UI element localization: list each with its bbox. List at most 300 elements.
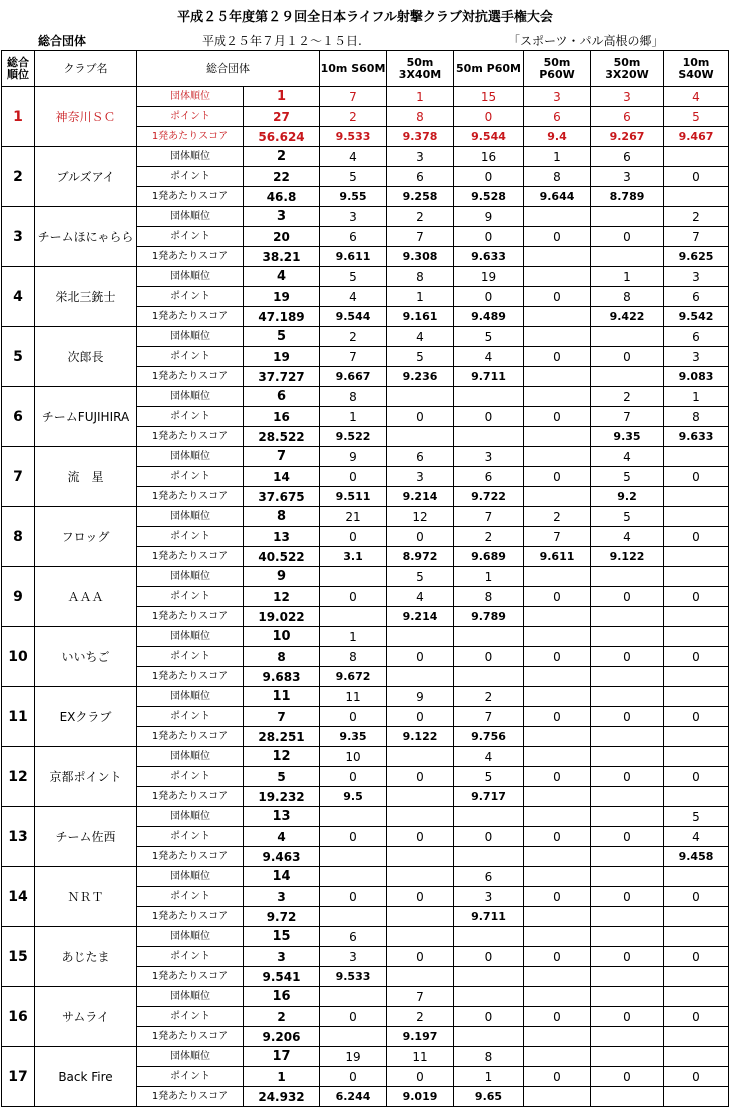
header-club: クラブ名 <box>35 51 137 87</box>
event-value-6 <box>664 567 729 587</box>
row-label: 団体順位 <box>137 387 244 407</box>
team-rank-row <box>2 147 729 167</box>
event-value-5 <box>591 1087 664 1107</box>
club-name: チームほにゃらら <box>35 207 137 267</box>
event-value-3: 1 <box>454 567 524 587</box>
row-label: ポイント <box>137 707 244 727</box>
event-value-3: 0 <box>454 287 524 307</box>
overall-value: 28.251 <box>244 727 320 747</box>
event-value-1: 0 <box>320 1067 387 1087</box>
event-value-5 <box>591 747 664 767</box>
event-value-6: 0 <box>664 587 729 607</box>
event-value-1: 2 <box>320 107 387 127</box>
event-value-4 <box>524 427 591 447</box>
overall-value: 47.189 <box>244 307 320 327</box>
event-value-4: 0 <box>524 407 591 427</box>
event-value-4 <box>524 207 591 227</box>
event-value-2: 1 <box>387 87 454 107</box>
event-value-4 <box>524 807 591 827</box>
event-value-3: 1 <box>454 1067 524 1087</box>
event-value-5: 8.789 <box>591 187 664 207</box>
event-value-3: 9.717 <box>454 787 524 807</box>
event-value-5: 0 <box>591 347 664 367</box>
event-value-6: 0 <box>664 767 729 787</box>
event-value-2: 0 <box>387 647 454 667</box>
event-value-5: 5 <box>591 467 664 487</box>
row-label: 団体順位 <box>137 267 244 287</box>
overall-value: 4 <box>244 267 320 287</box>
event-value-1: 2 <box>320 327 387 347</box>
row-label: ポイント <box>137 767 244 787</box>
event-value-6 <box>664 547 729 567</box>
event-value-4 <box>524 487 591 507</box>
event-value-6: 9.625 <box>664 247 729 267</box>
overall-value: 12 <box>244 587 320 607</box>
event-value-3 <box>454 667 524 687</box>
event-value-6: 9.633 <box>664 427 729 447</box>
team-rank-row <box>2 747 729 767</box>
event-value-1: 9.544 <box>320 307 387 327</box>
event-value-6 <box>664 927 729 947</box>
event-value-2: 9.019 <box>387 1087 454 1107</box>
row-label: ポイント <box>137 227 244 247</box>
row-label: ポイント <box>137 887 244 907</box>
event-value-6 <box>664 1087 729 1107</box>
team-rank-row <box>2 807 729 827</box>
overall-rank: 8 <box>2 507 35 567</box>
event-value-4: 0 <box>524 347 591 367</box>
event-value-1: 9.522 <box>320 427 387 447</box>
event-value-5: 0 <box>591 227 664 247</box>
event-value-6: 5 <box>664 807 729 827</box>
overall-value: 28.522 <box>244 427 320 447</box>
event-value-4: 1 <box>524 147 591 167</box>
event-value-2: 3 <box>387 147 454 167</box>
club-name: EXクラブ <box>35 687 137 747</box>
row-label: 団体順位 <box>137 807 244 827</box>
row-label: 団体順位 <box>137 147 244 167</box>
event-value-5 <box>591 667 664 687</box>
event-value-6 <box>664 147 729 167</box>
event-value-5 <box>591 847 664 867</box>
event-value-1: 0 <box>320 527 387 547</box>
row-label: ポイント <box>137 527 244 547</box>
event-value-1: 9.5 <box>320 787 387 807</box>
header-event-3: 50m P60M <box>454 51 524 87</box>
event-value-6: 3 <box>664 347 729 367</box>
overall-rank: 10 <box>2 627 35 687</box>
row-label: 団体順位 <box>137 987 244 1007</box>
event-value-4: 0 <box>524 587 591 607</box>
event-value-3: 0 <box>454 107 524 127</box>
event-value-3: 19 <box>454 267 524 287</box>
row-label: 1発あたりスコア <box>137 427 244 447</box>
event-value-2: 0 <box>387 407 454 427</box>
event-value-4: 0 <box>524 947 591 967</box>
event-value-2: 4 <box>387 587 454 607</box>
event-value-5 <box>591 987 664 1007</box>
overall-value: 1 <box>244 1067 320 1087</box>
event-value-2: 2 <box>387 1007 454 1027</box>
event-value-2: 0 <box>387 707 454 727</box>
event-value-3: 0 <box>454 167 524 187</box>
event-value-2: 1 <box>387 287 454 307</box>
overall-value: 17 <box>244 1047 320 1067</box>
event-value-5: 0 <box>591 767 664 787</box>
event-value-4: 0 <box>524 707 591 727</box>
event-value-5: 2 <box>591 387 664 407</box>
event-value-4: 9.644 <box>524 187 591 207</box>
club-name: 京都ポイント <box>35 747 137 807</box>
event-value-6 <box>664 607 729 627</box>
event-value-6: 9.467 <box>664 127 729 147</box>
overall-value: 14 <box>244 867 320 887</box>
event-value-4 <box>524 847 591 867</box>
event-value-3 <box>454 1027 524 1047</box>
event-value-1: 0 <box>320 887 387 907</box>
event-value-1: 5 <box>320 267 387 287</box>
row-label: ポイント <box>137 107 244 127</box>
row-label: 1発あたりスコア <box>137 1027 244 1047</box>
team-rank-row <box>2 207 729 227</box>
event-value-2 <box>387 787 454 807</box>
event-value-5: 6 <box>591 147 664 167</box>
event-value-6 <box>664 1027 729 1047</box>
event-value-1: 8 <box>320 387 387 407</box>
event-value-3 <box>454 627 524 647</box>
team-rank-row <box>2 447 729 467</box>
event-value-3 <box>454 927 524 947</box>
event-value-3: 9.489 <box>454 307 524 327</box>
event-value-5 <box>591 207 664 227</box>
event-value-2 <box>387 927 454 947</box>
overall-value: 12 <box>244 747 320 767</box>
event-value-2: 9.308 <box>387 247 454 267</box>
event-value-3: 8 <box>454 587 524 607</box>
row-label: ポイント <box>137 947 244 967</box>
event-value-3 <box>454 987 524 1007</box>
event-value-4: 0 <box>524 1067 591 1087</box>
event-value-6: 0 <box>664 887 729 907</box>
event-value-1: 9.533 <box>320 967 387 987</box>
event-value-1 <box>320 867 387 887</box>
event-value-3: 0 <box>454 647 524 667</box>
event-value-1 <box>320 987 387 1007</box>
event-value-4 <box>524 387 591 407</box>
event-value-4 <box>524 447 591 467</box>
row-label: 1発あたりスコア <box>137 847 244 867</box>
overall-value: 7 <box>244 707 320 727</box>
overall-rank: 11 <box>2 687 35 747</box>
event-value-3: 4 <box>454 747 524 767</box>
club-name: ＡＡＡ <box>35 567 137 627</box>
event-value-6: 5 <box>664 107 729 127</box>
overall-value: 9.72 <box>244 907 320 927</box>
event-value-5: 9.422 <box>591 307 664 327</box>
event-value-5: 9.35 <box>591 427 664 447</box>
event-value-6: 0 <box>664 1067 729 1087</box>
overall-rank: 12 <box>2 747 35 807</box>
event-value-1: 0 <box>320 767 387 787</box>
overall-rank: 7 <box>2 447 35 507</box>
event-value-5: 0 <box>591 647 664 667</box>
row-label: 団体順位 <box>137 1047 244 1067</box>
event-value-3: 15 <box>454 87 524 107</box>
row-label: 1発あたりスコア <box>137 607 244 627</box>
event-value-5: 4 <box>591 447 664 467</box>
event-value-2: 8 <box>387 107 454 127</box>
overall-rank: 9 <box>2 567 35 627</box>
team-rank-row <box>2 327 729 347</box>
event-value-2: 3 <box>387 467 454 487</box>
event-value-5: 3 <box>591 87 664 107</box>
event-value-5: 9.267 <box>591 127 664 147</box>
event-value-1: 9.55 <box>320 187 387 207</box>
event-value-3: 0 <box>454 827 524 847</box>
event-value-3: 9.722 <box>454 487 524 507</box>
overall-rank: 5 <box>2 327 35 387</box>
event-value-4: 0 <box>524 467 591 487</box>
header-event-4: 50m P60W <box>524 51 591 87</box>
overall-value: 11 <box>244 687 320 707</box>
event-value-6: 0 <box>664 527 729 547</box>
event-value-5 <box>591 907 664 927</box>
event-value-2 <box>387 967 454 987</box>
team-rank-row <box>2 387 729 407</box>
event-value-4: 0 <box>524 887 591 907</box>
event-value-6 <box>664 1047 729 1067</box>
event-value-4: 0 <box>524 647 591 667</box>
event-value-6 <box>664 907 729 927</box>
event-value-2: 0 <box>387 527 454 547</box>
event-value-6 <box>664 687 729 707</box>
row-label: 1発あたりスコア <box>137 187 244 207</box>
event-value-6 <box>664 967 729 987</box>
overall-rank: 13 <box>2 807 35 867</box>
event-value-2 <box>387 907 454 927</box>
event-value-5 <box>591 807 664 827</box>
event-value-4 <box>524 1047 591 1067</box>
overall-value: 24.932 <box>244 1087 320 1107</box>
overall-value: 56.624 <box>244 127 320 147</box>
event-value-5 <box>591 627 664 647</box>
overall-rank: 17 <box>2 1047 35 1107</box>
event-date: 平成２５年７月１２～１５日. <box>202 34 362 48</box>
event-value-6 <box>664 727 729 747</box>
row-label: ポイント <box>137 467 244 487</box>
event-value-1: 6.244 <box>320 1087 387 1107</box>
event-value-1: 3 <box>320 947 387 967</box>
event-value-1: 4 <box>320 287 387 307</box>
event-value-4 <box>524 787 591 807</box>
row-label: 1発あたりスコア <box>137 907 244 927</box>
event-value-1: 4 <box>320 147 387 167</box>
overall-rank: 2 <box>2 147 35 207</box>
event-value-2: 2 <box>387 207 454 227</box>
overall-value: 40.522 <box>244 547 320 567</box>
overall-value: 9.206 <box>244 1027 320 1047</box>
event-value-3: 9.789 <box>454 607 524 627</box>
club-name: フロッグ <box>35 507 137 567</box>
event-value-5: 4 <box>591 527 664 547</box>
row-label: 団体順位 <box>137 627 244 647</box>
event-value-2: 9.236 <box>387 367 454 387</box>
event-value-4: 9.611 <box>524 547 591 567</box>
row-label: 団体順位 <box>137 927 244 947</box>
header-overall: 総合団体 <box>137 51 320 87</box>
row-label: 団体順位 <box>137 207 244 227</box>
event-value-2 <box>387 627 454 647</box>
event-value-6 <box>664 667 729 687</box>
event-value-2: 9 <box>387 687 454 707</box>
row-label: 団体順位 <box>137 867 244 887</box>
event-value-1: 0 <box>320 707 387 727</box>
overall-value: 9.463 <box>244 847 320 867</box>
event-value-5 <box>591 247 664 267</box>
row-label: 1発あたりスコア <box>137 367 244 387</box>
event-value-5 <box>591 1027 664 1047</box>
event-value-3: 9.65 <box>454 1087 524 1107</box>
event-value-5: 0 <box>591 1067 664 1087</box>
overall-rank: 4 <box>2 267 35 327</box>
row-label: 団体順位 <box>137 327 244 347</box>
event-value-6: 2 <box>664 207 729 227</box>
overall-value: 15 <box>244 927 320 947</box>
event-value-1 <box>320 567 387 587</box>
event-value-4 <box>524 607 591 627</box>
club-name: 次郎長 <box>35 327 137 387</box>
event-value-2: 9.197 <box>387 1027 454 1047</box>
event-value-2: 8 <box>387 267 454 287</box>
event-value-3: 5 <box>454 767 524 787</box>
event-value-1: 10 <box>320 747 387 767</box>
row-label: ポイント <box>137 167 244 187</box>
event-value-1: 7 <box>320 87 387 107</box>
event-value-6: 0 <box>664 947 729 967</box>
event-value-1 <box>320 847 387 867</box>
event-value-1 <box>320 807 387 827</box>
event-value-5 <box>591 607 664 627</box>
club-name: 栄北三銃士 <box>35 267 137 327</box>
event-value-4: 0 <box>524 767 591 787</box>
event-value-3 <box>454 427 524 447</box>
overall-value: 38.21 <box>244 247 320 267</box>
event-value-5: 8 <box>591 287 664 307</box>
event-value-1: 0 <box>320 827 387 847</box>
event-value-2 <box>387 847 454 867</box>
event-value-3: 8 <box>454 1047 524 1067</box>
row-label: 1発あたりスコア <box>137 127 244 147</box>
event-value-4: 0 <box>524 1007 591 1027</box>
event-value-1: 3.1 <box>320 547 387 567</box>
event-value-5 <box>591 927 664 947</box>
event-value-3: 9.544 <box>454 127 524 147</box>
event-value-1: 0 <box>320 587 387 607</box>
event-value-6 <box>664 447 729 467</box>
event-value-4 <box>524 367 591 387</box>
event-value-4: 8 <box>524 167 591 187</box>
overall-value: 14 <box>244 467 320 487</box>
event-value-6: 6 <box>664 327 729 347</box>
overall-value: 9.541 <box>244 967 320 987</box>
event-value-1: 1 <box>320 627 387 647</box>
overall-value: 22 <box>244 167 320 187</box>
event-value-3: 7 <box>454 707 524 727</box>
event-value-3: 3 <box>454 447 524 467</box>
event-value-4 <box>524 1027 591 1047</box>
event-value-1: 3 <box>320 207 387 227</box>
event-value-2: 0 <box>387 827 454 847</box>
event-venue: 「スポーツ・パル高根の郷」 <box>508 34 664 48</box>
overall-value: 3 <box>244 207 320 227</box>
overall-value: 1 <box>244 87 320 107</box>
section-label: 総合団体 <box>38 34 87 48</box>
event-value-3: 2 <box>454 687 524 707</box>
event-value-5 <box>591 787 664 807</box>
event-value-4: 6 <box>524 107 591 127</box>
event-value-4 <box>524 327 591 347</box>
overall-value: 9 <box>244 567 320 587</box>
event-value-4 <box>524 667 591 687</box>
event-value-3: 9.756 <box>454 727 524 747</box>
event-value-1 <box>320 907 387 927</box>
overall-value: 2 <box>244 1007 320 1027</box>
event-value-4 <box>524 967 591 987</box>
overall-value: 19 <box>244 347 320 367</box>
event-value-5: 0 <box>591 827 664 847</box>
overall-rank: 16 <box>2 987 35 1047</box>
event-value-6: 4 <box>664 87 729 107</box>
event-value-1: 11 <box>320 687 387 707</box>
row-label: 1発あたりスコア <box>137 307 244 327</box>
event-value-2 <box>387 427 454 447</box>
event-value-3: 4 <box>454 347 524 367</box>
event-value-4 <box>524 727 591 747</box>
overall-rank: 6 <box>2 387 35 447</box>
overall-rank: 1 <box>2 87 35 147</box>
event-value-5: 0 <box>591 707 664 727</box>
event-value-6 <box>664 867 729 887</box>
event-value-3: 0 <box>454 407 524 427</box>
team-rank-row <box>2 567 729 587</box>
event-value-2: 11 <box>387 1047 454 1067</box>
event-value-6: 9.458 <box>664 847 729 867</box>
event-value-3: 6 <box>454 867 524 887</box>
header-event-2: 50m 3X40M <box>387 51 454 87</box>
event-value-3: 2 <box>454 527 524 547</box>
event-value-2: 4 <box>387 327 454 347</box>
event-value-5 <box>591 687 664 707</box>
event-value-1: 9.533 <box>320 127 387 147</box>
event-value-1 <box>320 607 387 627</box>
event-value-2: 7 <box>387 227 454 247</box>
event-value-2: 9.214 <box>387 607 454 627</box>
overall-value: 20 <box>244 227 320 247</box>
event-value-1: 9.35 <box>320 727 387 747</box>
row-label: ポイント <box>137 1067 244 1087</box>
event-value-5: 0 <box>591 947 664 967</box>
row-label: ポイント <box>137 407 244 427</box>
event-value-3 <box>454 847 524 867</box>
row-label: 1発あたりスコア <box>137 1087 244 1107</box>
row-label: 団体順位 <box>137 87 244 107</box>
event-value-4 <box>524 247 591 267</box>
club-name: チーム佐西 <box>35 807 137 867</box>
club-name: サムライ <box>35 987 137 1047</box>
event-value-3 <box>454 807 524 827</box>
overall-value: 13 <box>244 527 320 547</box>
event-value-1: 21 <box>320 507 387 527</box>
